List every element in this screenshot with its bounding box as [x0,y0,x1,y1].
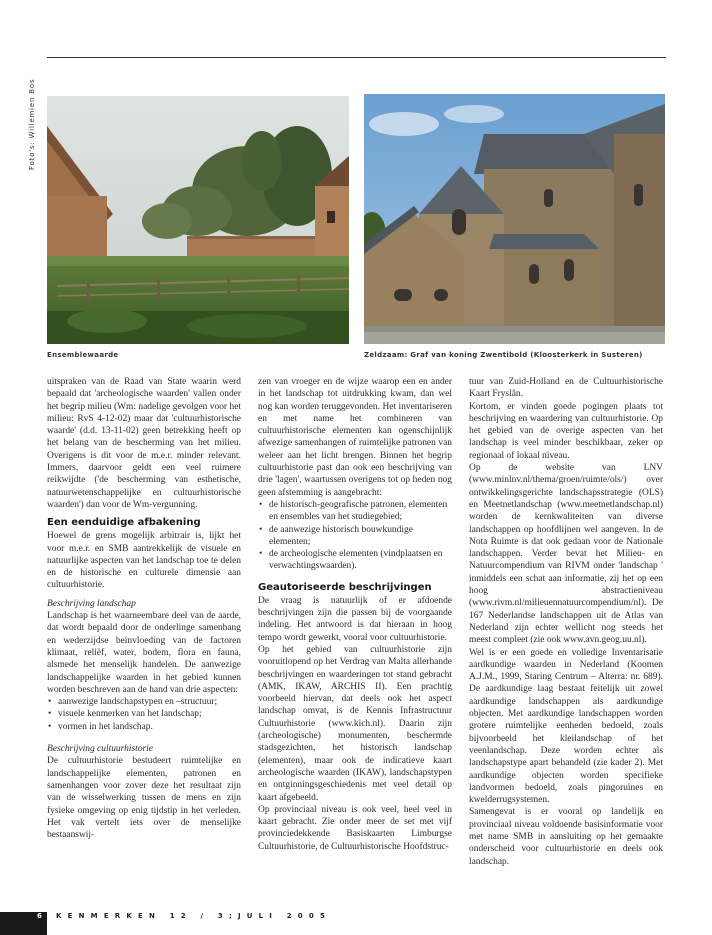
paragraph: De vraag is natuurlijk of er afdoende beschrijvingen zijn die passen bij de voorgaande indeling. Het antwoord is dat hieraan in hoog tempo wordt gewerkt, vooral voor cultuurhistorie. [258,595,452,643]
paragraph: uitspraken van de Raad van State waarin werd bepaald dat 'archeologische waarden' vallen onder het begrip milieu (Wm: nadelige gevolgen voor het milieu: RvS 4-12-02) maar dat 'cultuurhistorische waarde' (d.d. 13-11-02) geen betrekking heeft op het belang van de bescherming van het milieu. Overigens is dit voor de m.e.r. minder relevant. Immers, daarvoor geldt een veel ruimere reikwijdte ('de bescherming van esthetische, natuurwetenschappelijke en cultuurhistorische waarden') dan voor de Wm-vergunning. [47,377,241,510]
text-column-3 [469,376,663,868]
list-item: • de historisch-geografische patronen, elementen en ensembles van het studiegebied; [258,499,452,524]
paragraph: Kortom, er vinden goede pogingen plaats tot beschrijving en waardering van cultuurhistorie. Op het gebied van de overige aspecten van het landschap is veel minder beschikbaar, zeker op regionaal of lokaal niveau. [469,401,663,461]
paragraph: zen van vroeger en de wijze waarop een en ander in het landschap tot uitdrukking kwam, dan wel nog kan worden teruggevonden. Het inventariseren en met name het combineren van cultuurhistorische elementen kan ogenschijnlijk afwezige samenhangen of ruimtelijke patronen van weleer aan het licht brengen. Binnen het begrip cultuurhistorie past dan ook een beschrijving van drie 'lagen', waartussen overigens tot op heden nog geen afstemming is aangebracht: [258,377,452,498]
top-rule [47,57,666,58]
footer-magazine-title: KENMERKEN 12 / 3;JULI 2005 [56,912,332,920]
paragraph: Samengevat is er vooral op landelijk en provinciaal niveau voldoende basisinformatie voor met name SMB in aansluiting op het gemaakte onderscheid voor cultuurhistorie en deels ook landschap. [469,807,663,867]
list-item: • vormen in het landschap. [47,721,241,733]
paragraph: Op provinciaal niveau is ook veel, heel veel in kaart gebracht. Zie onder meer de set met vijf provinciedekkende Basiskaarten Limburgse Cultuurhistorie, de Cultuurhistorische Hoofdstruc- [258,804,452,852]
paragraph: Op het gebied van cultuurhistorie zijn vooruitlopend op het Verdrag van Malta allerhande beschrijvingen en waarderingen tot stand gebracht (AMK, IKAW, ARCHIS II). Een prachtig voorbeeld hiervan, dat deels ook het aspect landschap omvat, is de Kennis Infrastructuur Cultuurhistorie (www.kich.nl). Daarin zijn (archeologische) monumenten, beschermde stadsgezichten, het historisch landschap (elementen), maar ook de indicatieve kaart archeologische waarden (IKAW), landschapstypen en ontginningsgeschiedenis met veel detail op kaart afgebeeld. [258,644,452,803]
paragraph: Op de website van LNV (www.minlnv.nl/thema/groen/ruimte/ols/) over ontwikkelingsgerichte landschapsstrategie (OLS) en Meetnetlandschap (www.meetnetlandschap.nl) worden de kernkwaliteiten van diverse landschappen op hoofdlijnen wel aangeven. In de Nota Ruimte is dat ook gedaan voor de Nationale landschappen. Verder bevat het Milieu- en Natuurcompendium van RIVM onder 'landschap ' inmiddels een schat aan informatie, zij het op een hoog abstractieniveau (www.rivm.nl/milieuennatuurcompendium/nl). De 167 Nederlandse landschappen uit de Atlas van Nederland zijn echter wellicht nog steeds het meest compleet (zie ook www.avn.geog.uu.nl). [469,463,663,646]
paragraph: De cultuurhistorie bestudeert ruimtelijke en landschappelijke elementen, patronen en samenhangen voor zover deze het resultaat zijn van de wisselwerking tussen de mens en zijn fysieke omgeving op enig tijdstip in het verleden. Het vak vertelt iets over de menselijke bestaanswij- [47,756,241,841]
list-item: • de archeologische elementen (vindplaatsen en verwachtingswaarden). [258,548,452,573]
photo-ensemble [47,96,349,344]
bullet-list [47,696,241,733]
caption-ensemble: Ensemblewaarde [47,351,119,359]
paragraph: Hoewel de grens mogelijk arbitrair is, lijkt het voor m.e.r. en SMB aantrekkelijk de visuele en natuurlijke aspecten van het landschap toe te delen en de historische en culturele dimensie aan cultuurhistorie. [47,531,241,591]
bullet-list [258,499,452,573]
list-item: • aanwezige landschapstypen en –structuur; [47,696,241,708]
paragraph: tuur van Zuid-Holland en de Cultuurhistorische Kaart Fryslân. [469,377,663,400]
text-column-1 [47,376,241,841]
text-column-2 [258,376,452,853]
page-number: 6 [37,912,42,920]
paragraph: Landschap is het waarneembare deel van de aarde, dat wordt bepaald door de onderlinge samenhang en wederzijdse beïnvloeding van de factoren klimaat, reliëf, water, bodem, flora en fauna, alsmede het menselijk handelen. De aanwezige landschappelijke waarden in het gebied kunnen worden beschreven aan de hand van drie aspecten: [47,611,241,695]
photo-church [364,94,665,344]
subheading: Beschrijving landschap [47,598,136,609]
section-heading: Geautoriseerde beschrijvingen [258,581,432,593]
subheading: Beschrijving cultuurhistorie [47,744,153,755]
list-item: • visuele kenmerken van het landschap; [47,708,241,720]
photo-credit: Foto's: Willemien Bos [28,78,36,170]
paragraph: Wel is er een goede en volledige Inventarisatie aardkundige waarden in Nederland (Koomen A.J.M., 1999, Staring Centrum – Alterra: nr. 689). De aardkundige laag bestaat feitelijk uit zowel aardkundige landschappen als aardkundige objecten. Met aardkundige landschappen worden grotere ruimtelijke eenheden bedoeld, zoals bijvoorbeeld het kleilandschap of het veenlandschap. Deze worden echter als landschapstype apart behandeld (zie kader 2). Met aardkundige objecten worden specifieke landvormen bedoeld, zoals pingoruïnes en kwelderrugsystemen. [469,647,663,806]
list-item: • de aanwezige historisch bouwkundige elementen; [258,524,452,549]
section-heading: Een eenduidige afbakening [47,517,201,529]
caption-church: Zeldzaam: Graf van koning Zwentibold (Kloosterkerk in Susteren) [364,351,643,359]
